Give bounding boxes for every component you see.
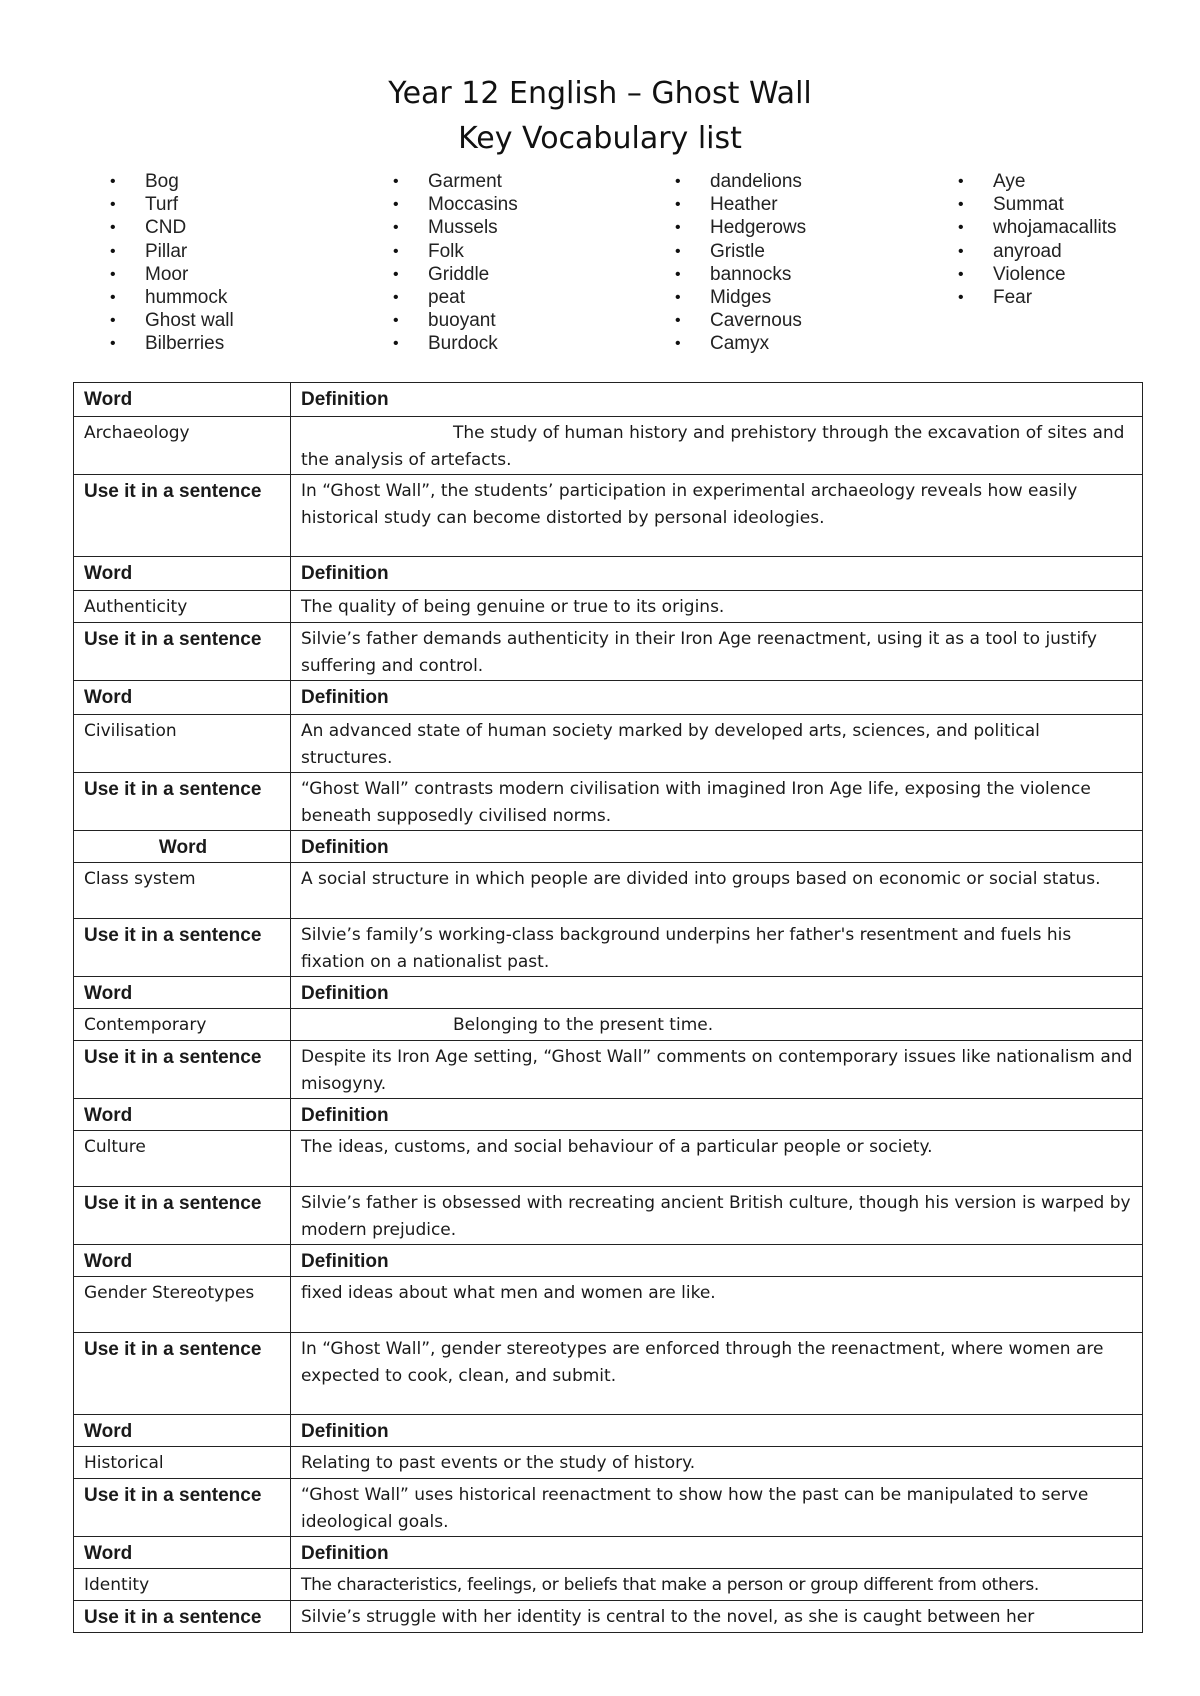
table-row-header (74, 383, 1143, 417)
table-row-definition (74, 1569, 1143, 1601)
definition-header: Definition (291, 383, 1143, 417)
vocab-item: • Folk (393, 240, 518, 263)
vocab-item: • Hedgerows (675, 216, 806, 239)
vocab-item: • Fear (958, 286, 1117, 309)
word-header: Word (74, 1415, 291, 1447)
vocab-item: • anyroad (958, 240, 1117, 263)
sentence-label: Use it in a sentence (74, 1041, 291, 1099)
sentence-cell: “Ghost Wall” uses historical reenactment to show how the past can be manipulated to serve ideological goals. (291, 1479, 1143, 1537)
vocab-item: • CND (110, 216, 234, 239)
vocab-item: • Violence (958, 263, 1117, 286)
vocab-item: • buoyant (393, 309, 518, 332)
word-cell: Gender Stereotypes (74, 1277, 291, 1333)
table-row-sentence (74, 1041, 1143, 1099)
word-header: Word (74, 831, 291, 863)
word-header: Word (74, 977, 291, 1009)
table-row-header (74, 1537, 1143, 1569)
sentence-cell: Silvie’s family’s working-class background underpins her father's resentment and fuels his fixation on a nationalist past. (291, 919, 1143, 977)
table-row-header (74, 681, 1143, 715)
vocab-item: • Cavernous (675, 309, 806, 332)
table-row-sentence (74, 475, 1143, 557)
word-header: Word (74, 1099, 291, 1131)
sentence-label: Use it in a sentence (74, 1479, 291, 1537)
table-row-definition (74, 715, 1143, 773)
vocab-item: • Camyx (675, 332, 806, 355)
vocab-column-1 (110, 170, 234, 356)
document-subtitle: Key Vocabulary list (458, 121, 742, 156)
sentence-cell: “Ghost Wall” contrasts modern civilisation with imagined Iron Age life, exposing the violence beneath supposedly civilised norms. (291, 773, 1143, 831)
definition-cell: The characteristics, feelings, or beliefs that make a person or group different from others. (291, 1569, 1143, 1601)
sentence-label: Use it in a sentence (74, 1187, 291, 1245)
sentence-label: Use it in a sentence (74, 475, 291, 557)
sentence-label: Use it in a sentence (74, 919, 291, 977)
vocab-item: • whojamacallits (958, 216, 1117, 239)
word-header: Word (74, 557, 291, 591)
definition-cell: The ideas, customs, and social behaviour of a particular people or society. (291, 1131, 1143, 1187)
word-header: Word (74, 681, 291, 715)
table-row-sentence (74, 1187, 1143, 1245)
vocab-item: • Aye (958, 170, 1117, 193)
vocabulary-bullet-list (0, 170, 1200, 370)
sentence-cell: Silvie’s father demands authenticity in their Iron Age reenactment, using it as a tool to justify suffering and control. (291, 623, 1143, 681)
word-cell: Identity (74, 1569, 291, 1601)
vocab-item: • Garment (393, 170, 518, 193)
vocab-item: • peat (393, 286, 518, 309)
vocab-item: • Pillar (110, 240, 234, 263)
definition-header: Definition (291, 1537, 1143, 1569)
document-title: Year 12 English – Ghost Wall (388, 76, 812, 111)
sentence-label: Use it in a sentence (74, 623, 291, 681)
table-row-sentence (74, 1601, 1143, 1633)
table-row-header (74, 557, 1143, 591)
vocab-item: • Burdock (393, 332, 518, 355)
vocab-item: • Summat (958, 193, 1117, 216)
definition-cell: Relating to past events or the study of history. (291, 1447, 1143, 1479)
sentence-cell: Silvie’s struggle with her identity is central to the novel, as she is caught between her (291, 1601, 1143, 1633)
sentence-cell: In “Ghost Wall”, the students’ participation in experimental archaeology reveals how easily historical study can become distorted by personal ideologies. (291, 475, 1143, 557)
definition-cell: A social structure in which people are divided into groups based on economic or social status. (291, 863, 1143, 919)
vocab-item: • dandelions (675, 170, 806, 193)
definition-header: Definition (291, 977, 1143, 1009)
table-row-definition (74, 1447, 1143, 1479)
vocab-item: • Midges (675, 286, 806, 309)
table-row-sentence (74, 1333, 1143, 1415)
definition-cell: The study of human history and prehistory through the excavation of sites and the analysis of artefacts. (291, 417, 1143, 475)
definition-cell: fixed ideas about what men and women are like. (291, 1277, 1143, 1333)
word-cell: Class system (74, 863, 291, 919)
word-cell: Culture (74, 1131, 291, 1187)
sentence-label: Use it in a sentence (74, 1333, 291, 1415)
vocab-column-3 (675, 170, 806, 356)
word-header: Word (74, 383, 291, 417)
table-row-header (74, 831, 1143, 863)
vocab-column-2 (393, 170, 518, 356)
vocab-item: • Heather (675, 193, 806, 216)
word-cell: Contemporary (74, 1009, 291, 1041)
table-row-definition (74, 1131, 1143, 1187)
table-row-sentence (74, 919, 1143, 977)
word-cell: Archaeology (74, 417, 291, 475)
table-row-definition (74, 1009, 1143, 1041)
definition-header: Definition (291, 831, 1143, 863)
definition-header: Definition (291, 1245, 1143, 1277)
word-cell: Authenticity (74, 591, 291, 623)
table-row-definition (74, 863, 1143, 919)
definition-header: Definition (291, 681, 1143, 715)
definition-header: Definition (291, 557, 1143, 591)
definition-cell: An advanced state of human society marked by developed arts, sciences, and political structures. (291, 715, 1143, 773)
table-row-definition (74, 417, 1143, 475)
table-row-definition (74, 591, 1143, 623)
word-header: Word (74, 1245, 291, 1277)
table-row-definition (74, 1277, 1143, 1333)
sentence-cell: In “Ghost Wall”, gender stereotypes are enforced through the reenactment, where women are expected to cook, clean, and submit. (291, 1333, 1143, 1415)
vocab-item: • Griddle (393, 263, 518, 286)
word-cell: Civilisation (74, 715, 291, 773)
table-row-sentence (74, 773, 1143, 831)
vocab-item: • bannocks (675, 263, 806, 286)
definition-cell: Belonging to the present time. (291, 1009, 1143, 1041)
table-row-header (74, 1099, 1143, 1131)
sentence-label: Use it in a sentence (74, 773, 291, 831)
word-header: Word (74, 1537, 291, 1569)
definition-cell: The quality of being genuine or true to its origins. (291, 591, 1143, 623)
vocab-item: • Moccasins (393, 193, 518, 216)
vocabulary-table (73, 382, 1143, 1633)
sentence-label: Use it in a sentence (74, 1601, 291, 1633)
table-row-sentence (74, 1479, 1143, 1537)
sentence-cell: Silvie’s father is obsessed with recreating ancient British culture, though his version is warped by modern prejudice. (291, 1187, 1143, 1245)
word-cell: Historical (74, 1447, 291, 1479)
vocab-item: • Ghost wall (110, 309, 234, 332)
vocab-item: • Moor (110, 263, 234, 286)
table-row-header (74, 977, 1143, 1009)
sentence-cell: Despite its Iron Age setting, “Ghost Wall” comments on contemporary issues like nationalism and misogyny. (291, 1041, 1143, 1099)
vocab-item: • Turf (110, 193, 234, 216)
vocab-item: • Bog (110, 170, 234, 193)
vocab-item: • hummock (110, 286, 234, 309)
vocab-item: • Bilberries (110, 332, 234, 355)
vocab-column-4 (958, 170, 1117, 309)
definition-header: Definition (291, 1099, 1143, 1131)
table-row-sentence (74, 623, 1143, 681)
table-row-header (74, 1245, 1143, 1277)
definition-header: Definition (291, 1415, 1143, 1447)
vocab-item: • Mussels (393, 216, 518, 239)
table-row-header (74, 1415, 1143, 1447)
vocab-item: • Gristle (675, 240, 806, 263)
